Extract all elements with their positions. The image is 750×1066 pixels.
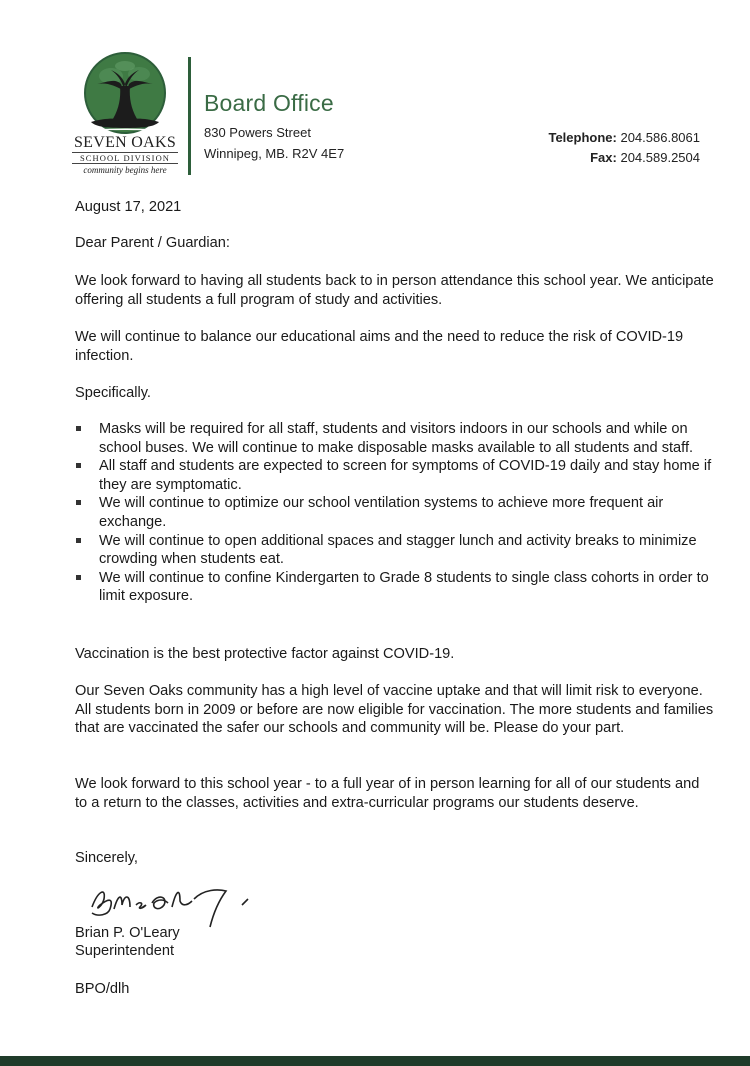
paragraph-3: Vaccination is the best protective factor against COVID-19.	[75, 646, 455, 662]
bullet-square-icon	[76, 500, 81, 505]
paragraph-5: We look forward to this school year - to a full year of in person learning for all of our students and to a return to the classes, activities and extra-curricular programs our students deserve.	[75, 776, 700, 811]
logo-subtitle: SCHOOL DIVISION	[72, 152, 178, 164]
letter-date: August 17, 2021	[75, 199, 182, 215]
fax-number: 204.589.2504	[620, 150, 700, 165]
bullet-square-icon	[76, 575, 81, 580]
signer-title: Superintendent	[75, 943, 174, 959]
bullet-square-icon	[76, 426, 81, 431]
specifically-line: Specifically.	[75, 385, 151, 401]
list-item-text: We will continue to open additional spaces and stagger lunch and activity breaks to minimize crowding when students eat.	[99, 532, 697, 568]
fax-line	[590, 150, 700, 165]
address-line-2: Winnipeg, MB. R2V 4E7	[204, 146, 345, 161]
measures-list	[75, 420, 715, 606]
bullet-square-icon	[76, 463, 81, 468]
address-line-1: 830 Powers Street	[204, 125, 311, 140]
list-item	[75, 494, 715, 531]
logo-name: SEVEN OAKS	[73, 134, 177, 151]
telephone-label: Telephone:	[548, 130, 617, 145]
paragraph-4: Our Seven Oaks community has a high level of vaccine uptake and that will limit risk to everyone. All students born in 2009 or before are now eligible for vaccination. The more students and families that are vaccinated the safer our schools and community will be. Please do your part.	[75, 683, 714, 737]
fax-label: Fax:	[590, 150, 617, 165]
list-item-text: We will continue to optimize our school ventilation systems to achieve more frequent air exchange.	[99, 495, 664, 530]
list-item	[75, 569, 715, 606]
list-item	[75, 532, 715, 569]
bullet-square-icon	[76, 538, 81, 543]
handwritten-signature	[84, 877, 264, 929]
closing: Sincerely,	[75, 850, 138, 866]
letterhead-divider	[188, 57, 191, 175]
seven-oaks-logo	[72, 52, 178, 176]
footer-bar	[0, 1056, 750, 1066]
list-item	[75, 457, 715, 494]
oak-tree-icon	[77, 52, 173, 134]
telephone-number: 204.586.8061	[620, 130, 700, 145]
list-item	[75, 420, 715, 457]
reference-initials: BPO/dlh	[75, 981, 130, 997]
logo-tagline: community begins here	[83, 165, 167, 175]
list-item-text: Masks will be required for all staff, students and visitors indoors in our schools and while on school buses. We will continue to make disposable masks available to all students and staff.	[99, 421, 694, 456]
salutation: Dear Parent / Guardian:	[75, 235, 230, 251]
signer-name: Brian P. O'Leary	[75, 925, 180, 941]
office-title: Board Office	[204, 90, 334, 116]
paragraph-1: We look forward to having all students back to in person attendance this school year. We anticipate offering all students a full program of study and activities.	[75, 273, 714, 308]
telephone-line	[548, 130, 700, 145]
list-item-text: We will continue to confine Kindergarten to Grade 8 students to single class cohorts in order to limit exposure.	[99, 569, 709, 605]
paragraph-2: We will continue to balance our educational aims and the need to reduce the risk of COVID-19 infection.	[75, 329, 684, 364]
list-item-text: All staff and students are expected to screen for symptoms of COVID-19 daily and stay home if they are symptomatic.	[99, 458, 712, 493]
